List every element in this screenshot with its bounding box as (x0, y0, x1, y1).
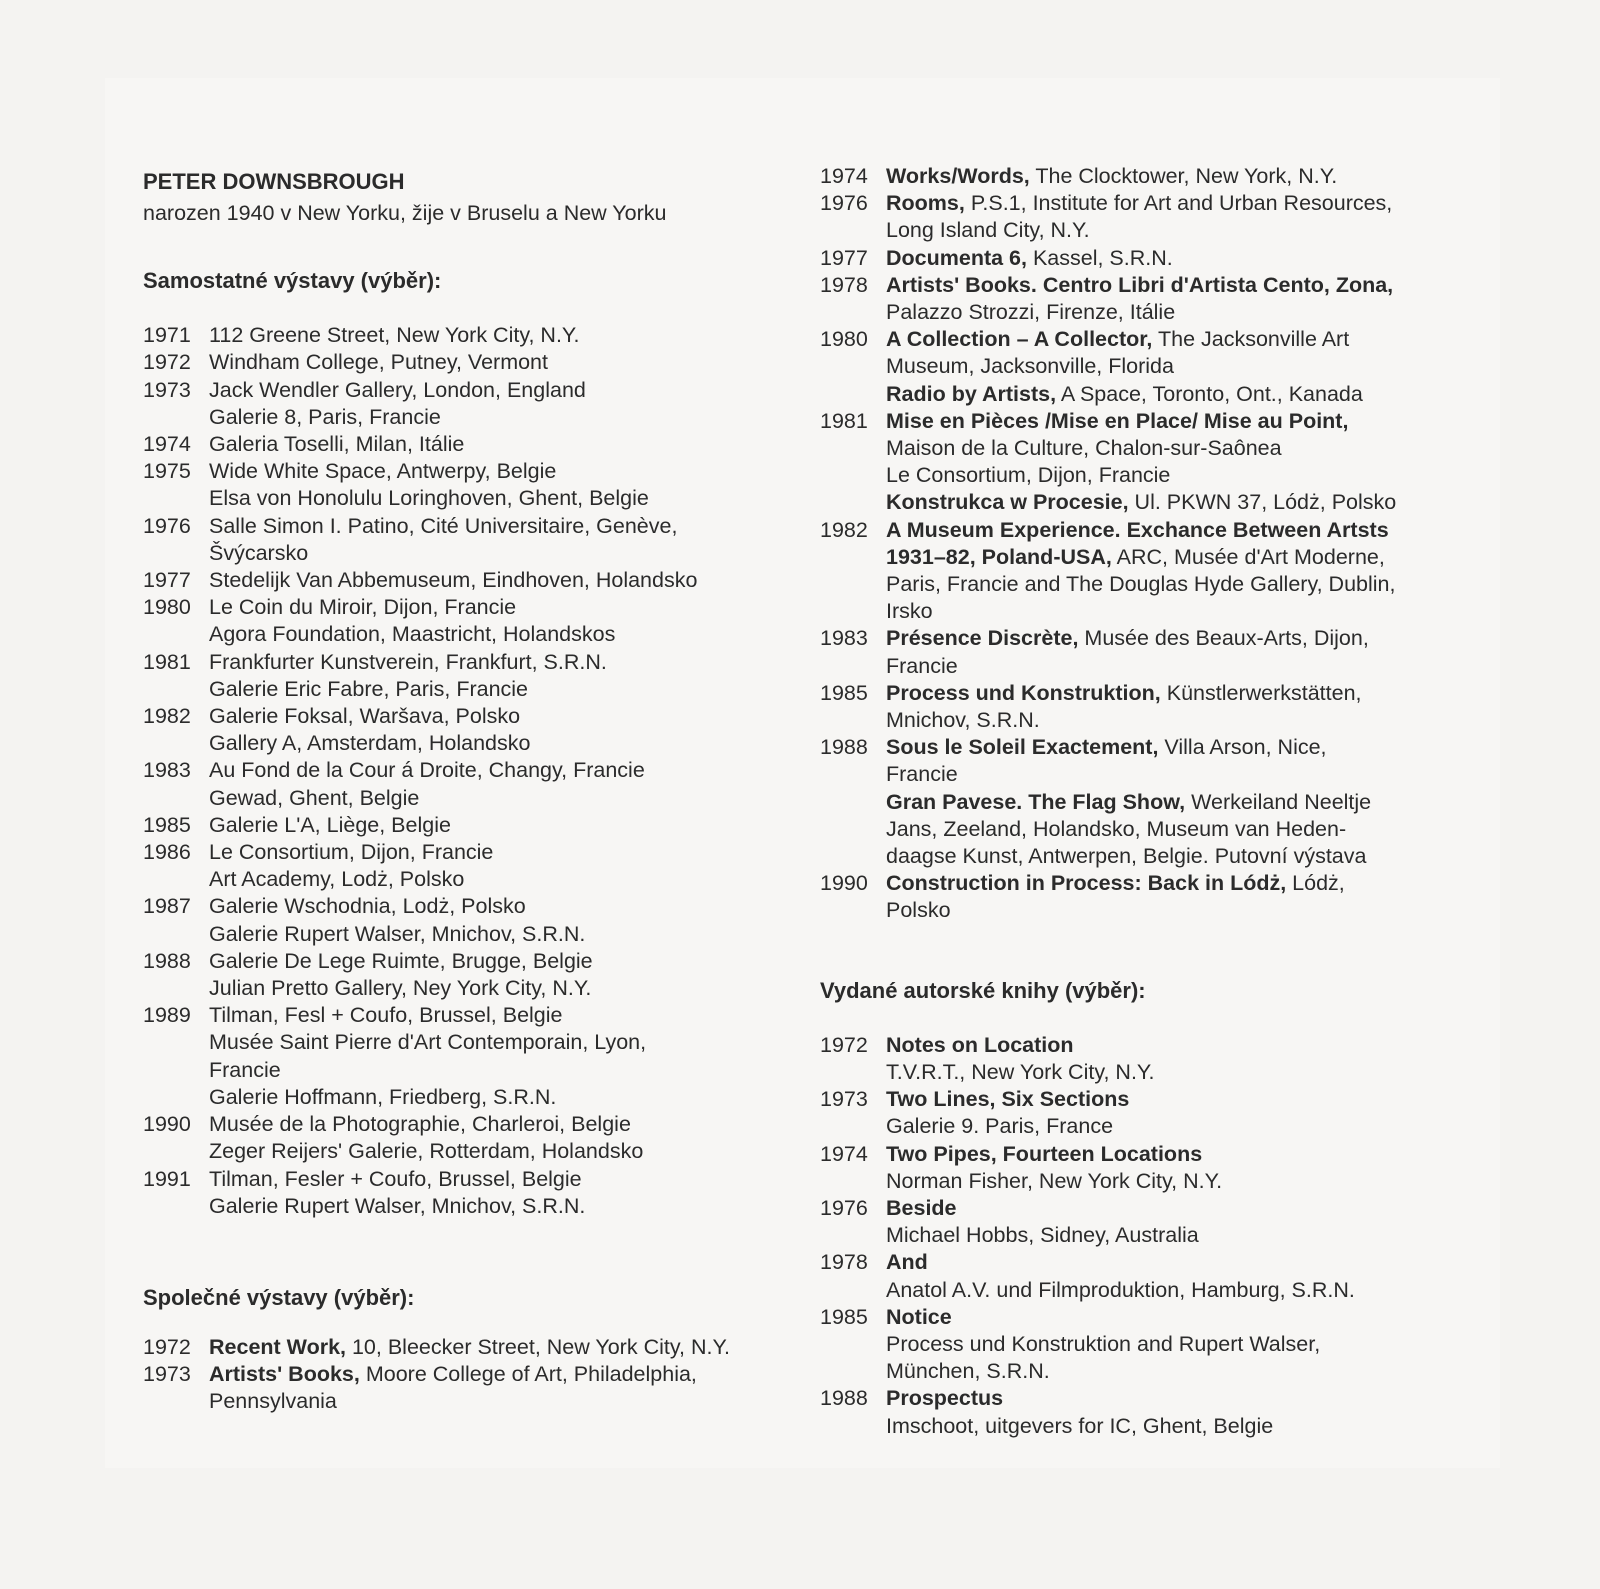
book-publisher: Process und Konstruktion and Rupert Walser, (886, 1331, 1321, 1356)
entry-text (886, 163, 1430, 190)
book-publisher: München, S.R.N. (886, 1359, 1050, 1384)
entry-line: Stedelijk Van Abbemuseum, Eindhoven, Holandsko (209, 568, 698, 593)
book-publisher: Norman Fisher, New York City, N.Y. (886, 1168, 1223, 1193)
entry-line: Musée Saint Pierre d'Art Contemporain, Lyon, (209, 1030, 647, 1055)
entry-line: Le Consortium, Dijon, Francie (209, 840, 494, 865)
entry-line: Process und Konstruktion, Künstlerwerkstätten, (886, 680, 1362, 705)
entry-text (886, 517, 1430, 626)
entry-line: Galerie Eric Fabre, Paris, Francie (209, 676, 529, 701)
entry-text (209, 1002, 763, 1111)
entry-year: 1985 (820, 680, 868, 705)
books-heading: Vydané autorské knihy (výběr): (820, 977, 1146, 1003)
entry-line: Recent Work, 10, Bleecker Street, New York City, N.Y. (209, 1334, 730, 1359)
entry-text (209, 1111, 763, 1165)
book-text (886, 1086, 1430, 1140)
entry-line: Sous le Soleil Exactement, Villa Arson, Nice, (886, 735, 1327, 760)
entry-text (209, 1361, 763, 1415)
entry-line: Galerie 8, Paris, Francie (209, 404, 441, 429)
entry-line: Museum, Jacksonville, Florida (886, 354, 1174, 379)
entry-year: 1986 (143, 840, 191, 865)
right-column (820, 163, 1430, 1440)
entry-year: 1972 (143, 350, 191, 375)
entry-line: Palazzo Strozzi, Firenze, Itálie (886, 300, 1176, 325)
entry-line: Agora Foundation, Maastricht, Holandskos (209, 622, 616, 647)
entry-year: 1989 (143, 1003, 191, 1028)
left-column (143, 168, 763, 1416)
entry-year: 1980 (820, 327, 868, 352)
entry-year: 1980 (143, 595, 191, 620)
entry-title: Gran Pavese. The Flag Show, (886, 789, 1186, 814)
entry-year: 1971 (143, 323, 191, 348)
group-heading: Společné výstavy (výběr): (143, 1284, 415, 1310)
entry-line: Zeger Reijers' Galerie, Rotterdam, Holandsko (209, 1139, 644, 1164)
solo-exhibitions-list (143, 322, 763, 1220)
entry-text (209, 594, 763, 648)
entry-title: Artists' Books, (209, 1362, 360, 1387)
entry-text (209, 839, 763, 893)
entry-text (886, 734, 1430, 870)
entry-title: A Museum Experience. Exchance Between Artsts (886, 517, 1389, 542)
entry-line: Galerie De Lege Ruimte, Brugge, Belgie (209, 948, 593, 973)
entry-line: Salle Simon I. Patino, Cité Universitaire, Genève, (209, 513, 678, 538)
entry-line: Galerie Foksal, Waršava, Polsko (209, 704, 521, 729)
entry-text (209, 458, 763, 512)
entry-year: 1976 (820, 191, 868, 216)
entry-year: 1978 (820, 272, 868, 297)
entry-text (209, 349, 763, 376)
book-title: Two Pipes, Fourteen Locations (886, 1141, 1203, 1166)
entry-line: Švýcarsko (209, 540, 309, 565)
entry-year: 1990 (143, 1112, 191, 1137)
book-year: 1978 (820, 1250, 868, 1275)
entry-line: Gewad, Ghent, Belgie (209, 785, 420, 810)
entry-title: Artists' Books. Centro Libri d'Artista Cento, Zona, (886, 272, 1394, 297)
book-publisher: T.V.R.T., New York City, N.Y. (886, 1059, 1155, 1084)
entry-line: Jans, Zeeland, Holandsko, Museum van Heden- (886, 816, 1347, 841)
entry-text (209, 431, 763, 458)
entry-year: 1983 (820, 626, 868, 651)
entry-year: 1990 (820, 871, 868, 896)
entry-line: Radio by Artists, A Space, Toronto, Ont., Kanada (886, 381, 1363, 406)
entry-title: Mise en Pièces /Mise en Place/ Mise au Point, (886, 408, 1349, 433)
entry-title: Sous le Soleil Exactement, (886, 735, 1159, 760)
entry-title: Présence Discrète, (886, 626, 1079, 651)
entry-line: Tilman, Fesler + Coufo, Brussel, Belgie (209, 1166, 582, 1191)
book-title: Prospectus (886, 1386, 1004, 1411)
entry-line: Artists' Books, Moore College of Art, Philadelphia, (209, 1362, 697, 1387)
entry-line: Windham College, Putney, Vermont (209, 350, 548, 375)
entry-title: Rooms, (886, 191, 965, 216)
entry-line: Pennsylvania (209, 1389, 337, 1414)
entry-title: Construction in Process: Back in Lódż, (886, 871, 1287, 896)
entry-line: Mnichov, S.R.N. (886, 708, 1040, 733)
entry-year: 1987 (143, 894, 191, 919)
entry-line: Galerie Wschodnia, Lodż, Polsko (209, 894, 526, 919)
entry-line: Jack Wendler Gallery, London, England (209, 377, 586, 402)
entry-text (886, 245, 1430, 272)
book-text (886, 1304, 1430, 1386)
book-text (886, 1141, 1430, 1195)
entry-year: 1975 (143, 459, 191, 484)
entry-line: Galerie Rupert Walser, Mnichov, S.R.N. (209, 921, 586, 946)
entry-year: 1988 (820, 735, 868, 760)
entry-line: Paris, Francie and The Douglas Hyde Gallery, Dublin, (886, 572, 1396, 597)
entry-line: Gran Pavese. The Flag Show, Werkeiland Neeltje (886, 789, 1372, 814)
entry-year: 1974 (143, 432, 191, 457)
entry-line: A Collection – A Collector, The Jacksonville Art (886, 327, 1350, 352)
entry-year: 1977 (820, 245, 868, 270)
entry-year: 1991 (143, 1166, 191, 1191)
book-title: Notes on Location (886, 1032, 1074, 1057)
entry-line: Francie (886, 653, 958, 678)
book-publisher: Anatol A.V. und Filmproduktion, Hamburg, S.R.N. (886, 1277, 1355, 1302)
book-text (886, 1385, 1430, 1439)
entry-text (209, 322, 763, 349)
entry-line: Rooms, P.S.1, Institute for Art and Urban Resources, (886, 191, 1393, 216)
entry-text (209, 649, 763, 703)
entry-text (886, 190, 1430, 244)
entry-year: 1983 (143, 758, 191, 783)
entry-year: 1981 (820, 408, 868, 433)
entry-text (886, 272, 1430, 326)
entry-year: 1985 (143, 812, 191, 837)
group-exhibitions-list-right (820, 163, 1430, 925)
entry-line: Galerie Rupert Walser, Mnichov, S.R.N. (209, 1193, 586, 1218)
entry-text (209, 1166, 763, 1220)
entry-line: Le Coin du Miroir, Dijon, Francie (209, 595, 517, 620)
entry-line (886, 272, 1430, 299)
entry-text (209, 567, 763, 594)
entry-text (209, 893, 763, 947)
solo-heading: Samostatné výstavy (výběr): (143, 268, 442, 294)
entry-line: Maison de la Culture, Chalon-sur-Saônea (886, 436, 1282, 461)
book-title: Two Lines, Six Sections (886, 1087, 1130, 1112)
book-title: Beside (886, 1195, 957, 1220)
entry-year: 1988 (143, 948, 191, 973)
entry-line: Elsa von Honolulu Loringhoven, Ghent, Belgie (209, 486, 649, 511)
entry-year: 1982 (143, 704, 191, 729)
book-publisher: Michael Hobbs, Sidney, Australia (886, 1223, 1199, 1248)
book-year: 1974 (820, 1141, 868, 1166)
book-year: 1973 (820, 1087, 868, 1112)
artist-bio: narozen 1940 v New Yorku, žije v Bruselu a New Yorku (143, 201, 667, 225)
entry-title: Works/Words, (886, 164, 1030, 188)
entry-line: Francie (886, 762, 958, 787)
book-year: 1985 (820, 1304, 868, 1329)
book-title: And (886, 1250, 928, 1275)
entry-line: Irsko (886, 599, 933, 624)
book-title: Notice (886, 1304, 952, 1329)
entry-line: Art Academy, Lodż, Polsko (209, 867, 465, 892)
entry-line (886, 517, 1430, 544)
artist-name: PETER DOWNSBROUGH (143, 169, 405, 194)
entry-line: Au Fond de la Cour á Droite, Changy, Francie (209, 758, 645, 783)
entry-line: daagse Kunst, Antwerpen, Belgie. Putovní výstava (886, 844, 1367, 869)
entry-year: 1973 (143, 1362, 191, 1387)
entry-line (886, 408, 1430, 435)
entry-line: Tilman, Fesl + Coufo, Brussel, Belgie (209, 1003, 563, 1028)
entry-line: Présence Discrète, Musée des Beaux-Arts, Dijon, (886, 626, 1369, 651)
book-publisher: Galerie 9. Paris, France (886, 1114, 1114, 1139)
entry-year: 1976 (143, 513, 191, 538)
entry-title: Radio by Artists, (886, 381, 1057, 406)
entry-title: 1931–82, Poland-USA, (886, 544, 1112, 569)
entry-line: Le Consortium, Dijon, Francie (886, 463, 1171, 488)
entry-line: Francie (209, 1057, 281, 1082)
entry-line: Musée de la Photographie, Charleroi, Belgie (209, 1112, 631, 1137)
entry-line: Wide White Space, Antwerpy, Belgie (209, 459, 557, 484)
entry-line: Galerie Hoffmann, Friedberg, S.R.N. (209, 1084, 557, 1109)
entry-text (209, 1334, 763, 1361)
entry-text (209, 703, 763, 757)
book-text (886, 1195, 1430, 1249)
entry-line: Konstrukca w Procesie, Ul. PKWN 37, Lódż, Polsko (886, 490, 1397, 515)
entry-text (886, 326, 1430, 408)
entry-line: 1931–82, Poland-USA, ARC, Musée d'Art Moderne, (886, 544, 1385, 569)
book-text (886, 1032, 1430, 1086)
entry-title: A Collection – A Collector, (886, 327, 1153, 352)
entry-text (209, 757, 763, 811)
entry-text (886, 625, 1430, 679)
entry-line: Works/Words, The Clocktower, New York, N.Y. (886, 164, 1338, 188)
entry-line: Documenta 6, Kassel, S.R.N. (886, 245, 1173, 270)
group-exhibitions-list-left (143, 1334, 763, 1416)
entry-year: 1974 (820, 164, 868, 188)
book-year: 1972 (820, 1032, 868, 1057)
entry-line: 112 Greene Street, New York City, N.Y. (209, 323, 580, 348)
entry-text (209, 812, 763, 839)
entry-text (886, 408, 1430, 517)
entry-year: 1981 (143, 649, 191, 674)
entry-text (209, 377, 763, 431)
entry-text (209, 948, 763, 1002)
entry-line: Construction in Process: Back in Lódż, Lódż, (886, 871, 1345, 896)
entry-title: Recent Work, (209, 1334, 346, 1359)
books-list (820, 1032, 1430, 1440)
entry-line: Frankfurter Kunstverein, Frankfurt, S.R.N. (209, 649, 607, 674)
book-publisher: Imschoot, uitgevers for IC, Ghent, Belgie (886, 1413, 1274, 1438)
entry-title: Konstrukca w Procesie, (886, 490, 1129, 515)
book-year: 1988 (820, 1386, 868, 1411)
entry-title: Documenta 6, (886, 245, 1027, 270)
book-year: 1976 (820, 1195, 868, 1220)
entry-line: Galerie L'A, Liège, Belgie (209, 812, 451, 837)
entry-year: 1973 (143, 377, 191, 402)
entry-year: 1972 (143, 1334, 191, 1359)
entry-text (886, 870, 1430, 924)
entry-title: Process und Konstruktion, (886, 680, 1161, 705)
entry-text (209, 513, 763, 567)
entry-line: Galeria Toselli, Milan, Itálie (209, 432, 465, 457)
book-text (886, 1249, 1430, 1303)
entry-line: Polsko (886, 898, 951, 923)
entry-line: Gallery A, Amsterdam, Holandsko (209, 731, 531, 756)
entry-year: 1977 (143, 568, 191, 593)
entry-year: 1982 (820, 517, 868, 542)
entry-text (886, 680, 1430, 734)
entry-line: Julian Pretto Gallery, Ney York City, N.Y. (209, 976, 592, 1001)
entry-line: Long Island City, N.Y. (886, 218, 1090, 243)
